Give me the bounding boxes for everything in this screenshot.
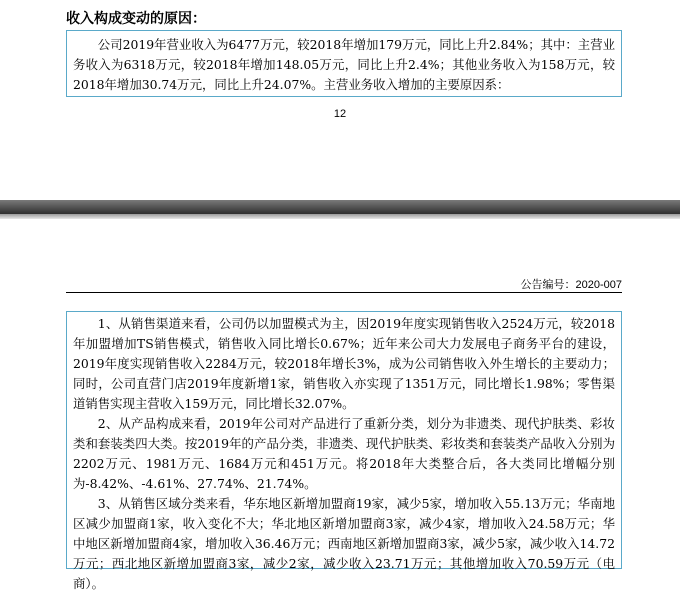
revenue-summary-box [66,30,622,97]
page-number: 12 [333,108,347,120]
reason-sales-channel: 1、从销售渠道来看，公司仍以加盟模式为主，因2019年度实现销售收入2524万元，较2018年加盟增加TS销售模式，销售收入同比增长0.67%；近年来公司大力发展电子商务平台的建设，2019年度实现销售收入2284万元，较2018年增长3%，成为公司销售收入外生增长的主要动力；同时，公司直营门店2019年度新增1家，销售收入亦实现了1351万元，同比增长1.98%；零售渠道销售实现主营收入159万元，同比增长32.07%。 [73,316,615,411]
section-heading: 收入构成变动的原因： [66,11,206,27]
reason-product-mix: 2、从产品构成来看，2019年公司对产品进行了重新分类，划分为非遗类、现代护肤类、彩妆类和套装类四大类。按2019年的产品分类，非遗类、现代护肤类、彩妆类和套装类产品收入分别为2202万元、1981万元、1684万元和451万元。将2018年大类整合后，各大类同比增幅分别为-8.42%、-4.61%、27.74%、21.74%。 [73,416,615,491]
header-rule [66,292,622,293]
page-top [0,0,680,200]
revenue-summary-text: 公司2019年营业收入为6477万元，较2018年增加179万元，同比上升2.84%；其中：主营业务收入为6318万元，较2018年增加148.05万元，同比上升2.4%；其他业务收入为158万元，较2018年增加30.74万元，同比上升24.07%。主营业务收入增加的主要原因系： [73,37,615,92]
announcement-number: 公告编号：2020-007 [520,279,622,291]
page-separator-shadow [0,214,680,219]
page-separator [0,200,680,214]
reason-sales-region: 3、从销售区域分类来看，华东地区新增加盟商19家，减少5家，增加收入55.13万元；华南地区减少加盟商1家，收入变化不大；华北地区新增加盟商3家，减少4家，增加收入24.58万元；华中地区新增加盟商4家，增加收入36.46万元；西南地区新增加盟商3家，减少5家，减少收入14.72万元；西北地区新增加盟商3家，减少2家，减少收入23.71万元；其他增加收入70.59万元（电商）。 [73,496,615,591]
revenue-reasons-box [66,311,622,591]
